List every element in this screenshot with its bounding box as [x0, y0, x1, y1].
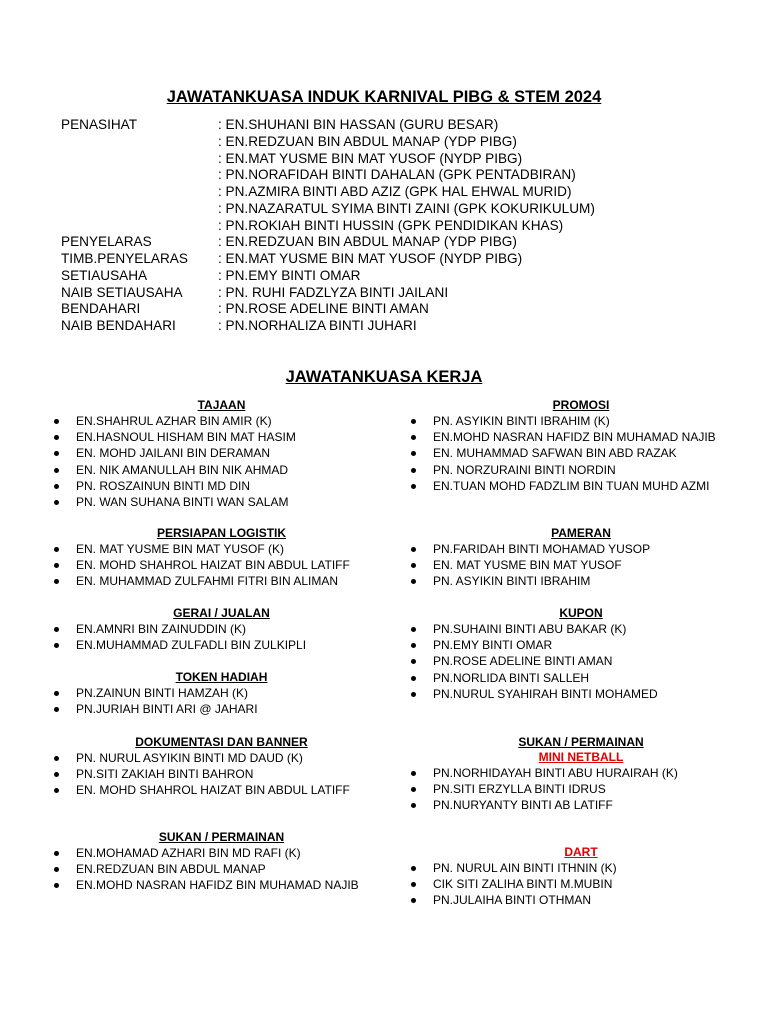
- committee-row: [61, 285, 741, 302]
- list-item: PN. ASYIKIN BINTI IBRAHIM (K): [411, 413, 751, 429]
- role-names: [218, 117, 741, 234]
- list-item: PN.NURUL SYAHIRAH BINTI MOHAMED: [411, 686, 751, 702]
- list-item: PN. NURUL ASYIKIN BINTI MD DAUD (K): [54, 750, 389, 766]
- member-list: [54, 541, 389, 590]
- role-label: NAIB SETIAUSAHA: [61, 284, 183, 300]
- list-item: EN. MUHAMMAD ZULFAHMI FITRI BIN ALIMAN: [54, 573, 389, 589]
- section-token-hadiah: [54, 670, 389, 717]
- member-name: : EN.MAT YUSME BIN MAT YUSOF (NYDP PIBG): [218, 150, 523, 166]
- section-title: TOKEN HADIAH: [175, 670, 268, 684]
- list-item: EN.MOHD NASRAN HAFIDZ BIN MUHAMAD NAJIB: [411, 429, 751, 445]
- committee-row: [61, 251, 741, 268]
- list-item: PN.SITI ERZYLLA BINTI IDRUS: [411, 781, 751, 797]
- list-item: PN.NORHIDAYAH BINTI ABU HURAIRAH (K): [411, 765, 751, 781]
- committee-row: [61, 318, 741, 335]
- member-list: [411, 621, 751, 702]
- section-title: KUPON: [559, 606, 603, 620]
- committee-row: [61, 268, 741, 285]
- section-gerai-jualan: [54, 606, 389, 653]
- list-item: PN.SUHAINI BINTI ABU BAKAR (K): [411, 621, 751, 637]
- list-item: EN.AMNRI BIN ZAINUDDIN (K): [54, 621, 389, 637]
- working-committee-title: JAWATANKUASA KERJA: [285, 368, 483, 386]
- member-name: : PN.NORHALIZA BINTI JUHARI: [218, 318, 417, 333]
- list-item: PN.JULAIHA BINTI OTHMAN: [411, 892, 751, 908]
- section-title: PROMOSI: [552, 398, 610, 412]
- list-item: PN. NORZURAINI BINTI NORDIN: [411, 462, 751, 478]
- list-item: EN. MUHAMMAD SAFWAN BIN ABD RAZAK: [411, 445, 751, 461]
- section-title: SUKAN / PERMAINAN: [518, 735, 644, 749]
- list-item: PN.NORLIDA BINTI SALLEH: [411, 670, 751, 686]
- section-dart: [411, 845, 751, 909]
- main-title: JAWATANKUASA INDUK KARNIVAL PIBG & STEM 2024: [166, 88, 602, 106]
- member-name: : PN.ROKIAH BINTI HUSSIN (GPK PENDIDIKAN KHAS): [218, 217, 564, 233]
- section-promosi: [411, 398, 751, 494]
- member-list: [54, 413, 389, 510]
- list-item: EN. MAT YUSME BIN MAT YUSOF (K): [54, 541, 389, 557]
- list-item: PN.SITI ZAKIAH BINTI BAHRON: [54, 766, 389, 782]
- section-sukan-permainan: [54, 830, 389, 894]
- section-dokumentasi-banner: [54, 735, 389, 799]
- member-list: [411, 541, 751, 590]
- member-list: [54, 845, 389, 894]
- member-name: : EN.REDZUAN BIN ABDUL MANAP (YDP PIBG): [218, 133, 517, 149]
- role-label: SETIAUSAHA: [61, 267, 148, 283]
- committee-row: [61, 117, 741, 234]
- advisory-committee: [61, 117, 741, 335]
- section-subtitle: DART: [564, 845, 598, 859]
- list-item: CIK SITI ZALIHA BINTI M.MUBIN: [411, 876, 751, 892]
- role-label: BENDAHARI: [61, 301, 141, 317]
- role-label: PENASIHAT: [61, 117, 138, 132]
- member-name: : PN.NORAFIDAH BINTI DAHALAN (GPK PENTADBIRAN): [218, 167, 576, 183]
- member-list: [54, 750, 389, 799]
- member-list: [54, 621, 389, 653]
- member-name: : PN.AZMIRA BINTI ABD AZIZ (GPK HAL EHWAL MURID): [218, 184, 572, 199]
- list-item: EN.TUAN MOHD FADZLIM BIN TUAN MUHD AZMI: [411, 478, 751, 494]
- member-name: : PN.EMY BINTI OMAR: [218, 267, 361, 283]
- list-item: PN. ROSZAINUN BINTI MD DIN: [54, 478, 389, 494]
- role-label: PENYELARAS: [61, 234, 152, 250]
- section-subtitle: MINI NETBALL: [538, 750, 624, 764]
- list-item: EN. MOHD SHAHROL HAIZAT BIN ABDUL LATIFF: [54, 557, 389, 573]
- list-item: EN.MUHAMMAD ZULFADLI BIN ZULKIPLI: [54, 637, 389, 653]
- list-item: EN. MAT YUSME BIN MAT YUSOF: [411, 557, 751, 573]
- member-name: : EN.MAT YUSME BIN MAT YUSOF (NYDP PIBG): [218, 251, 523, 266]
- list-item: EN. NIK AMANULLAH BIN NIK AHMAD: [54, 462, 389, 478]
- member-name: : EN.REDZUAN BIN ABDUL MANAP (YDP PIBG): [218, 234, 517, 250]
- list-item: PN.FARIDAH BINTI MOHAMAD YUSOP: [411, 541, 751, 557]
- list-item: EN. MOHD SHAHROL HAIZAT BIN ABDUL LATIFF: [54, 782, 389, 798]
- role-label: NAIB BENDAHARI: [61, 318, 176, 333]
- list-item: PN.NURYANTY BINTI AB LATIFF: [411, 797, 751, 813]
- list-item: EN.HASNOUL HISHAM BIN MAT HASIM: [54, 429, 389, 445]
- section-persiapan-logistik: [54, 526, 389, 590]
- list-item: PN. ASYIKIN BINTI IBRAHIM: [411, 573, 751, 589]
- list-item: EN.MOHD NASRAN HAFIDZ BIN MUHAMAD NAJIB: [54, 877, 389, 893]
- section-pameran: [411, 526, 751, 590]
- role-label: TIMB.PENYELARAS: [61, 251, 188, 266]
- list-item: PN. NURUL AIN BINTI ITHNIN (K): [411, 860, 751, 876]
- list-item: PN.ROSE ADELINE BINTI AMAN: [411, 653, 751, 669]
- section-tajaan: [54, 398, 389, 510]
- member-name: : PN.NAZARATUL SYIMA BINTI ZAINI (GPK KOKURIKULUM): [218, 200, 595, 216]
- list-item: PN.EMY BINTI OMAR: [411, 637, 751, 653]
- section-title: SUKAN / PERMAINAN: [158, 830, 285, 844]
- member-list: [411, 860, 751, 909]
- section-title: TAJAAN: [197, 398, 246, 412]
- member-list: [54, 685, 389, 717]
- committee-row: [61, 301, 741, 318]
- list-item: EN.REDZUAN BIN ABDUL MANAP: [54, 861, 389, 877]
- section-title: DOKUMENTASI DAN BANNER: [135, 735, 308, 749]
- list-item: EN. MOHD JAILANI BIN DERAMAN: [54, 445, 389, 461]
- list-item: PN.JURIAH BINTI ARI @ JAHARI: [54, 701, 389, 717]
- section-kupon: [411, 606, 751, 702]
- list-item: PN.ZAINUN BINTI HAMZAH (K): [54, 685, 389, 701]
- committee-row: [61, 234, 741, 251]
- member-list: [411, 765, 751, 814]
- member-name: : EN.SHUHANI BIN HASSAN (GURU BESAR): [218, 117, 499, 132]
- section-title: PERSIAPAN LOGISTIK: [156, 526, 287, 540]
- member-name: : PN.ROSE ADELINE BINTI AMAN: [218, 301, 429, 317]
- section-sukan-permainan-netball: [411, 735, 751, 814]
- list-item: EN.SHAHRUL AZHAR BIN AMIR (K): [54, 413, 389, 429]
- member-list: [411, 413, 751, 494]
- section-title: GERAI / JUALAN: [173, 606, 270, 620]
- list-item: EN.MOHAMAD AZHARI BIN MD RAFI (K): [54, 845, 389, 861]
- member-name: : PN. RUHI FADZLYZA BINTI JAILANI: [218, 284, 449, 300]
- section-title: PAMERAN: [551, 526, 611, 540]
- list-item: PN. WAN SUHANA BINTI WAN SALAM: [54, 494, 389, 510]
